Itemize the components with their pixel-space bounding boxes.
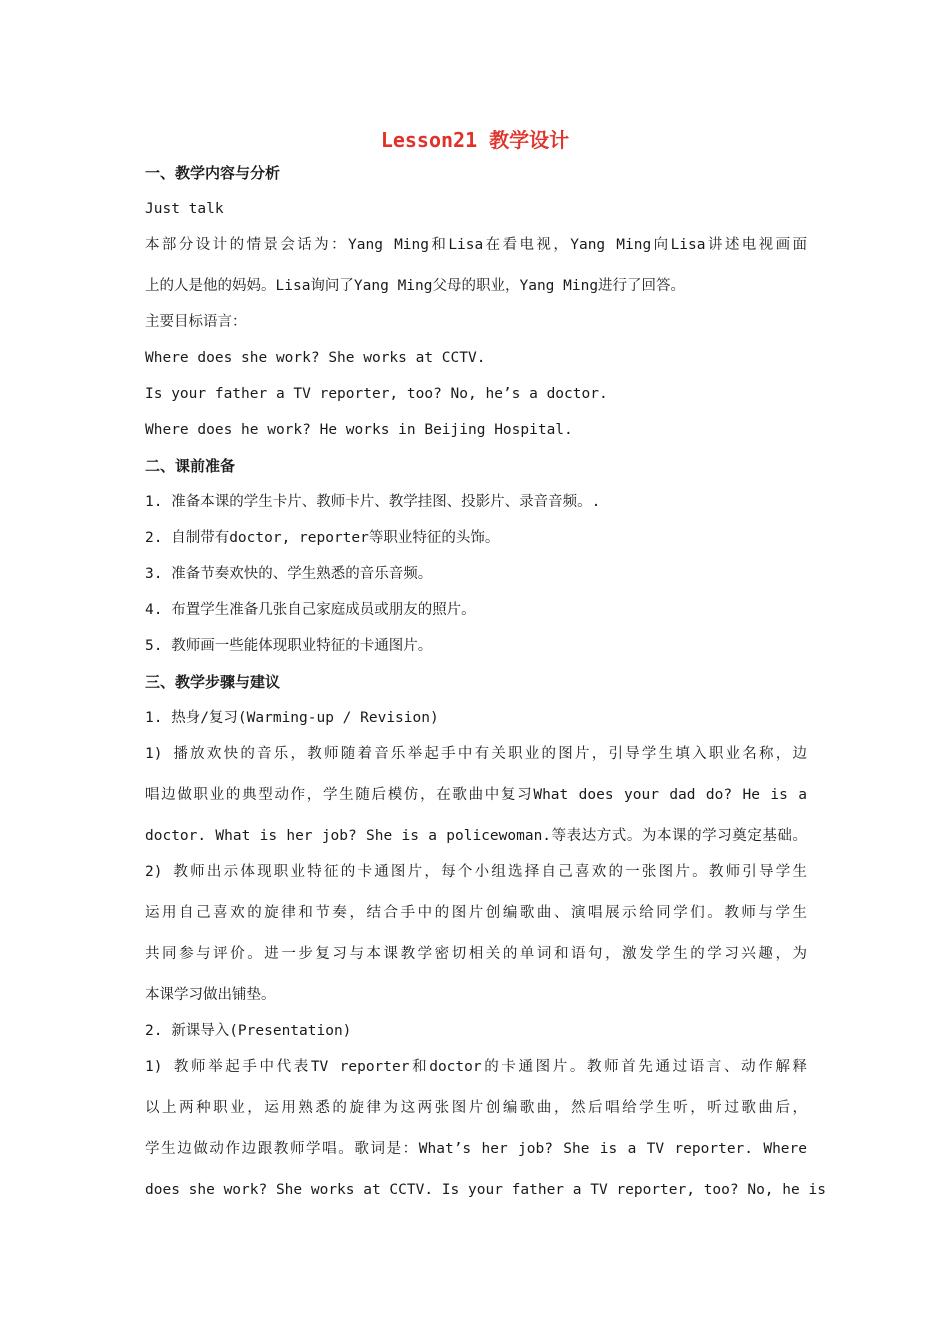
section3-heading: 三、教学步骤与建议	[145, 673, 281, 691]
step1-para1-line2: 唱边做职业的典型动作，学生随后模仿，在歌曲中复习What does your dad do? He is a	[145, 787, 807, 803]
section1-paragraph-line2: 上的人是他的妈妈。Lisa询问了Yang Ming父母的职业，Yang Ming进行了回答。	[145, 278, 686, 294]
section2-heading: 二、课前准备	[145, 457, 236, 475]
step1-para2-line3: 共同参与评价。进一步复习与本课教学密切相关的单词和语句，激发学生的学习兴趣，为	[145, 946, 807, 962]
prep-item-3: 3. 准备节奏欢快的、学生熟悉的音乐音频。	[145, 566, 433, 582]
step1-para2-line2: 运用自己喜欢的旋律和节奏，结合手中的图片创编歌曲、演唱展示给同学们。教师与学生	[145, 905, 807, 921]
step1-para2-line1: 2) 教师出示体现职业特征的卡通图片，每个小组选择自己喜欢的一张图片。教师引导学生	[145, 864, 807, 880]
target-language-label: 主要目标语言：	[145, 314, 247, 330]
section1-subheading: Just talk	[145, 201, 224, 217]
prep-item-5: 5. 教师画一些能体现职业特征的卡通图片。	[145, 638, 433, 654]
document-title: Lesson21 教学设计	[380, 128, 570, 152]
step1-para1-line3: doctor. What is her job? She is a policewoman.等表达方式。为本课的学习奠定基础。	[145, 828, 807, 844]
step1-title: 1. 热身/复习(Warming-up / Revision)	[145, 710, 439, 726]
prep-item-4: 4. 布置学生准备几张自己家庭成员或朋友的照片。	[145, 602, 476, 618]
step2-para1-line4: does she work? She works at CCTV. Is your father a TV reporter, too? No, he is	[145, 1182, 826, 1198]
target-sentence-1: Where does she work? She works at CCTV.	[145, 350, 486, 366]
step2-para1-line2: 以上两种职业，运用熟悉的旋律为这两张图片创编歌曲，然后唱给学生听，听过歌曲后，	[145, 1100, 807, 1116]
target-sentence-3: Where does he work? He works in Beijing Hospital.	[145, 422, 573, 438]
step1-para1-line1: 1) 播放欢快的音乐，教师随着音乐举起手中有关职业的图片，引导学生填入职业名称，边	[145, 746, 807, 762]
step1-para2-line4: 本课学习做出铺垫。	[145, 987, 276, 1003]
target-sentence-2: Is your father a TV reporter, too? No, he’s a doctor.	[145, 386, 608, 402]
section1-paragraph-line1: 本部分设计的情景会话为：Yang Ming和Lisa在看电视，Yang Ming向Lisa讲述电视画面	[145, 237, 807, 253]
prep-item-2: 2. 自制带有doctor, reporter等职业特征的头饰。	[145, 530, 500, 546]
step2-title: 2. 新课导入(Presentation)	[145, 1023, 352, 1039]
step2-para1-line1: 1) 教师举起手中代表TV reporter和doctor的卡通图片。教师首先通过语言、动作解释	[145, 1059, 807, 1075]
step2-para1-line3: 学生边做动作边跟教师学唱。歌词是：What’s her job? She is a TV reporter. Where	[145, 1141, 807, 1157]
section1-heading: 一、教学内容与分析	[145, 164, 281, 182]
prep-item-1: 1. 准备本课的学生卡片、教师卡片、教学挂图、投影片、录音音频。.	[145, 494, 601, 510]
